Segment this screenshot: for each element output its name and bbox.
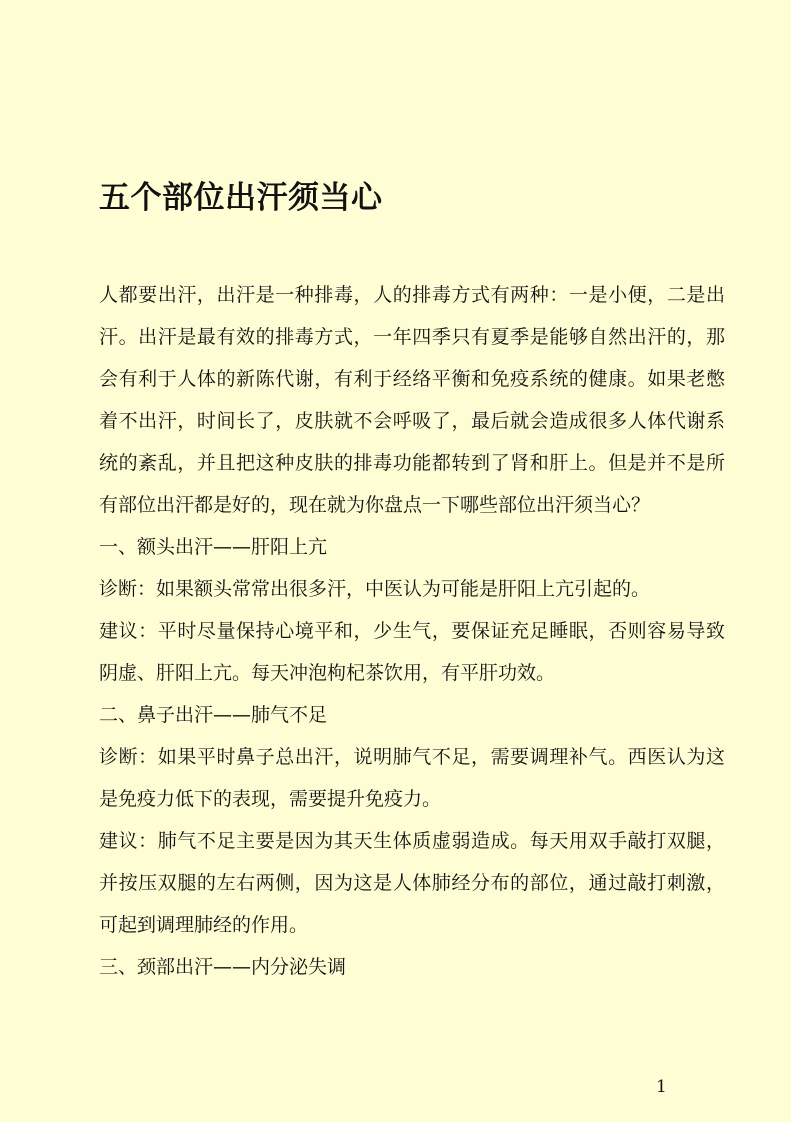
page-number: 1	[656, 1077, 667, 1097]
diagnosis-paragraph: 诊断：如果额头常常出很多汗，中医认为可能是肝阳上亢引起的。	[99, 578, 651, 600]
document-body	[99, 274, 725, 988]
advice-paragraph: 建议：肺气不足主要是因为其天生体质虚弱造成。每天用双手敲打双腿，并按压双腿的左右两侧，因为这是人体肺经分布的部位，通过敲打刺激，可起到调理肺经的作用。	[99, 830, 725, 936]
section-heading-forehead: 一、额头出汗——肝阳上亢	[99, 536, 328, 558]
diagnosis-paragraph: 诊断：如果平时鼻子总出汗，说明肺气不足，需要调理补气。西医认为这是免疫力低下的表现，需要提升免疫力。	[99, 746, 725, 810]
document-title: 五个部位出汗须当心	[99, 180, 383, 216]
section-heading-neck: 三、颈部出汗——内分泌失调	[99, 956, 347, 978]
section-heading-nose: 二、鼻子出汗——肺气不足	[99, 704, 328, 726]
intro-paragraph: 人都要出汗，出汗是一种排毒，人的排毒方式有两种：一是小便，二是出汗。出汗是最有效的排毒方式，一年四季只有夏季是能够自然出汗的，那会有利于人体的新陈代谢，有利于经络平衡和免疫系统的健康。如果老憋着不出汗，时间长了，皮肤就不会呼吸了，最后就会造成很多人体代谢系统的紊乱，并且把这种皮肤的排毒功能都转到了肾和肝上。但是并不是所有部位出汗都是好的，现在就为你盘点一下哪些部位出汗须当心？	[99, 284, 725, 516]
advice-paragraph: 建议：平时尽量保持心境平和，少生气，要保证充足睡眠，否则容易导致阴虚、肝阳上亢。每天冲泡枸杞茶饮用，有平肝功效。	[99, 620, 725, 684]
